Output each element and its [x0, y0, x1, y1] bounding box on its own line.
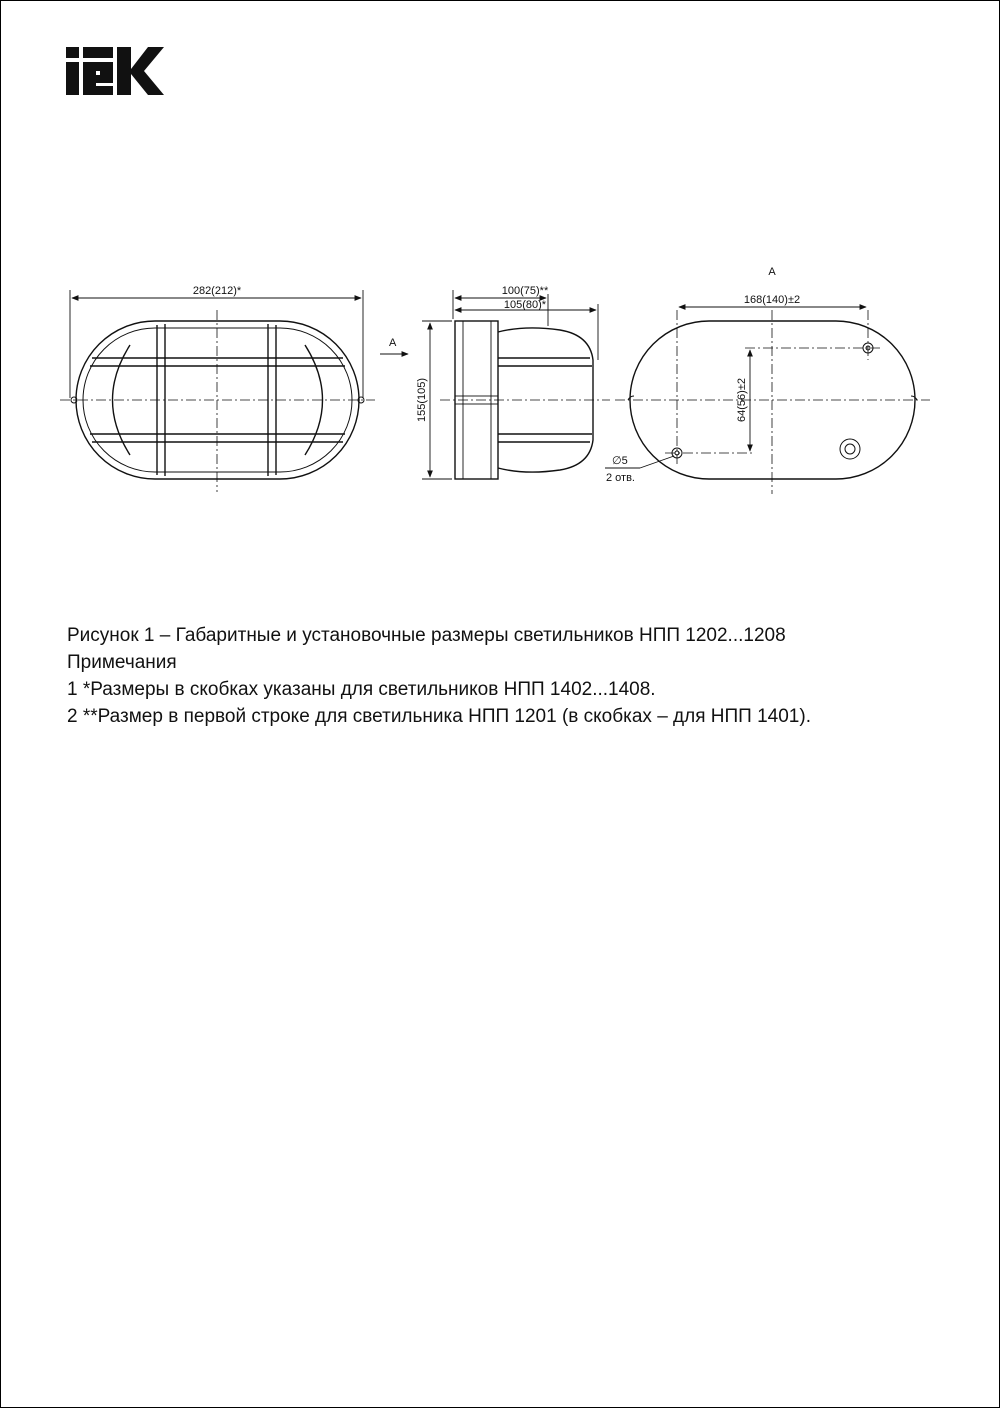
hole-spacing-vertical-label: 64(56)±2 — [736, 378, 748, 422]
hole-spacing-horizontal-label: 168(140)±2 — [743, 294, 801, 306]
side-depth-1-label: 100(75)** — [501, 285, 549, 297]
front-width-label: 282(212)* — [192, 285, 242, 297]
note-1: 1 *Размеры в скобках указаны для светильников НПП 1402...1408. — [67, 679, 656, 700]
figure-title: Рисунок 1 – Габаритные и установочные размеры светильников НПП 1202...1208 — [67, 625, 786, 646]
rear-view-label: A — [768, 266, 776, 278]
figure-caption — [67, 622, 967, 730]
hole-count-label: 2 отв. — [606, 472, 635, 484]
view-arrow-label: A — [389, 337, 397, 349]
front-height-label: 155(105) — [416, 377, 428, 423]
technical-drawing — [0, 250, 1000, 510]
hole-diameter-label: ∅5 — [612, 455, 628, 467]
iek-logo — [66, 47, 166, 95]
side-depth-2-label: 105(80)* — [503, 299, 547, 311]
note-2: 2 **Размер в первой строке для светильника НПП 1201 (в скобках – для НПП 1401). — [67, 706, 811, 727]
notes-heading: Примечания — [67, 652, 177, 673]
